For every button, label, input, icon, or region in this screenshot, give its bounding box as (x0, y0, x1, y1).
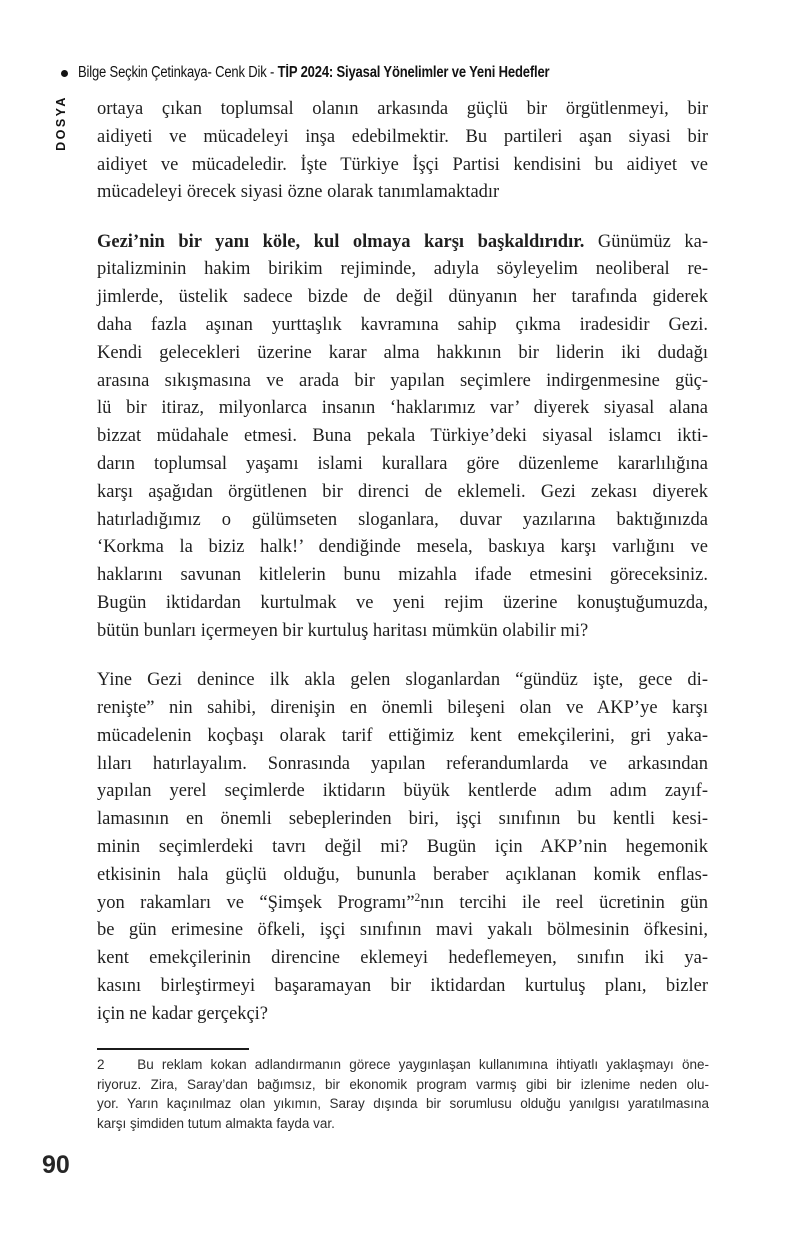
header-text (78, 64, 549, 82)
footnote-separator (97, 1048, 249, 1050)
text-line: Yine Gezi denince ilk akla gelen sloganlardan “gündüz işte, gece di- (97, 670, 708, 691)
paragraph (97, 667, 708, 1028)
text-line: kent emekçilerinin direncine eklemeyi hedeflemeyen, sınıfın iki ya- (97, 948, 708, 969)
footnote-line: 2 Bu reklam kokan adlandırmanın görece yaygınlaşan kullanımına ihtiyatlı yaklaşmayı öne- (97, 1057, 709, 1072)
dosya-section-label: DOSYA (54, 95, 68, 151)
text-line: ‘Korkma la biziz halk!’ dendiğinde mesela, baskıya karşı varlığını ve (97, 537, 708, 558)
text-line: mücadelenin koçbaşı olarak tarif ettiğimiz kent emekçilerini, gri yaka- (97, 725, 708, 746)
text-line: haklarını savunan kitlelerin bunu mizahla ifade etmesini göreceksiniz. (97, 565, 708, 586)
paragraph (97, 96, 708, 207)
text-line: minin seçimlerdeki tavrı değil mi? Bugün için AKP’nin hegemonik (97, 836, 708, 857)
text-line: arasına sıkışmasına ve arada bir yapılan seçimlere indirgenmesine güç- (97, 370, 708, 391)
text-line: aidiyeti ve mücadeleyi inşa edebilmektir. Bu partileri aşan siyasi bir (97, 126, 708, 147)
header-article-title: TİP 2024: Siyasal Yönelimler ve Yeni Hedefler (277, 64, 550, 81)
text-line: renişte” nin sahibi, direnişin en önemli bileşeni olan ve AKP’ye karşı (97, 697, 708, 718)
article-body (97, 96, 708, 1050)
text-line: ortaya çıkan toplumsal olanın arkasında güçlü bir örgütlenmeyi, bir (97, 99, 708, 119)
text-line: lıları hatırlayalım. Sonrasında yapılan referandumlarda ve arkasından (97, 753, 708, 774)
text-line: bütün bunları içermeyen bir kurtuluş haritası mümkün olabilir mi? (97, 620, 589, 641)
text-line: mücadeleyi örecek siyasi özne olarak tanımlamaktadır (97, 182, 500, 203)
text-line: yapılan yerel seçimlerde iktidarın büyük kentlerde adım adım zayıf- (97, 781, 708, 802)
text-line: Gezi’nin bir yanı köle, kul olmaya karşı başkaldırıdır. Günümüz ka- (97, 231, 708, 252)
text-line: darın toplumsal yaşamı islami kurallara göre düzenleme kararlılığına (97, 454, 708, 475)
text-line: etkisinin hala güçlü olduğu, bununla beraber açıklanan komik enflas- (97, 864, 708, 885)
text-line: kasını birleştirmeyi başaramayan bir iktidardan kurtuluş planı, bizler (97, 975, 708, 996)
text-line: daha fazla aşınan yurttaşlık kavramına sahip çıkma iradesidir Gezi. (97, 315, 708, 336)
circle-bullet-icon (61, 70, 68, 77)
text-line: hatırladığımız o gülümseten sloganlara, duvar yazılarına baktığınızda (97, 509, 708, 530)
header-authors: Bilge Seçkin Çetinkaya- Cenk Dik - (78, 64, 278, 81)
footnote-line: yor. Yarın kaçınılmaz olan yıkımın, Saray dışında bir sorumlusu olduğu yanılgısı yaratılmasına (97, 1096, 709, 1112)
running-header (61, 64, 639, 82)
footnote-reference: 2 (414, 891, 421, 904)
text-line: jimlerde, üstelik sadece bizde de değil dünyanın her tarafında giderek (97, 287, 708, 308)
text-line: be gün erimesine öfkeli, işçi sınıfının mavi yakalı bölmesinin öfkesini, (97, 920, 708, 941)
page-number: 90 (42, 1151, 70, 1179)
text-line: karşı aşağıdan örgütlenen bir direnci de eklemeli. Gezi zekası diyerek (97, 481, 708, 502)
text-line: aidiyet ve mücadeledir. İşte Türkiye İşçi Partisi kendisini bu aidiyet ve (97, 154, 708, 175)
text-line: için ne kadar gerçekçi? (97, 1003, 269, 1024)
text-line: lü bir itiraz, milyonlarca insanın ‘haklarımız var’ diyerek siyasal alana (97, 398, 708, 419)
footnote-lines (97, 1055, 709, 1133)
text-line: pitalizminin hakim birikim rejiminde, adıyla söyleyelim neoliberal re- (97, 259, 708, 280)
paragraph (97, 229, 708, 646)
text-line: Kendi gelecekleri üzerine karar alma hakkının bir liderin iki dudağı (97, 342, 708, 363)
footnote-line: riyoruz. Zira, Saray’dan bağımsız, bir ekonomik program varmış gibi bir izlenime neden olu- (97, 1076, 709, 1092)
text-line: lamasının en önemli sebeplerinden biri, işçi sınıfının bu kentli kesi- (97, 809, 708, 830)
text-line: bizzat müdahale etmesi. Buna pekala Türkiye’deki siyasal islamcı ikti- (97, 426, 708, 447)
footnote (97, 1055, 709, 1133)
text-line: yon rakamları ve “Şimşek Programı”$^2$nın tercihi ile reel ücretinin gün (97, 891, 709, 913)
footnote-line: karşı şimdiden tutum almakta fayda var. (97, 1115, 335, 1131)
text-line: Bugün iktidardan kurtulmak ve yeni rejim üzerine konuştuğumuzda, (97, 593, 708, 614)
